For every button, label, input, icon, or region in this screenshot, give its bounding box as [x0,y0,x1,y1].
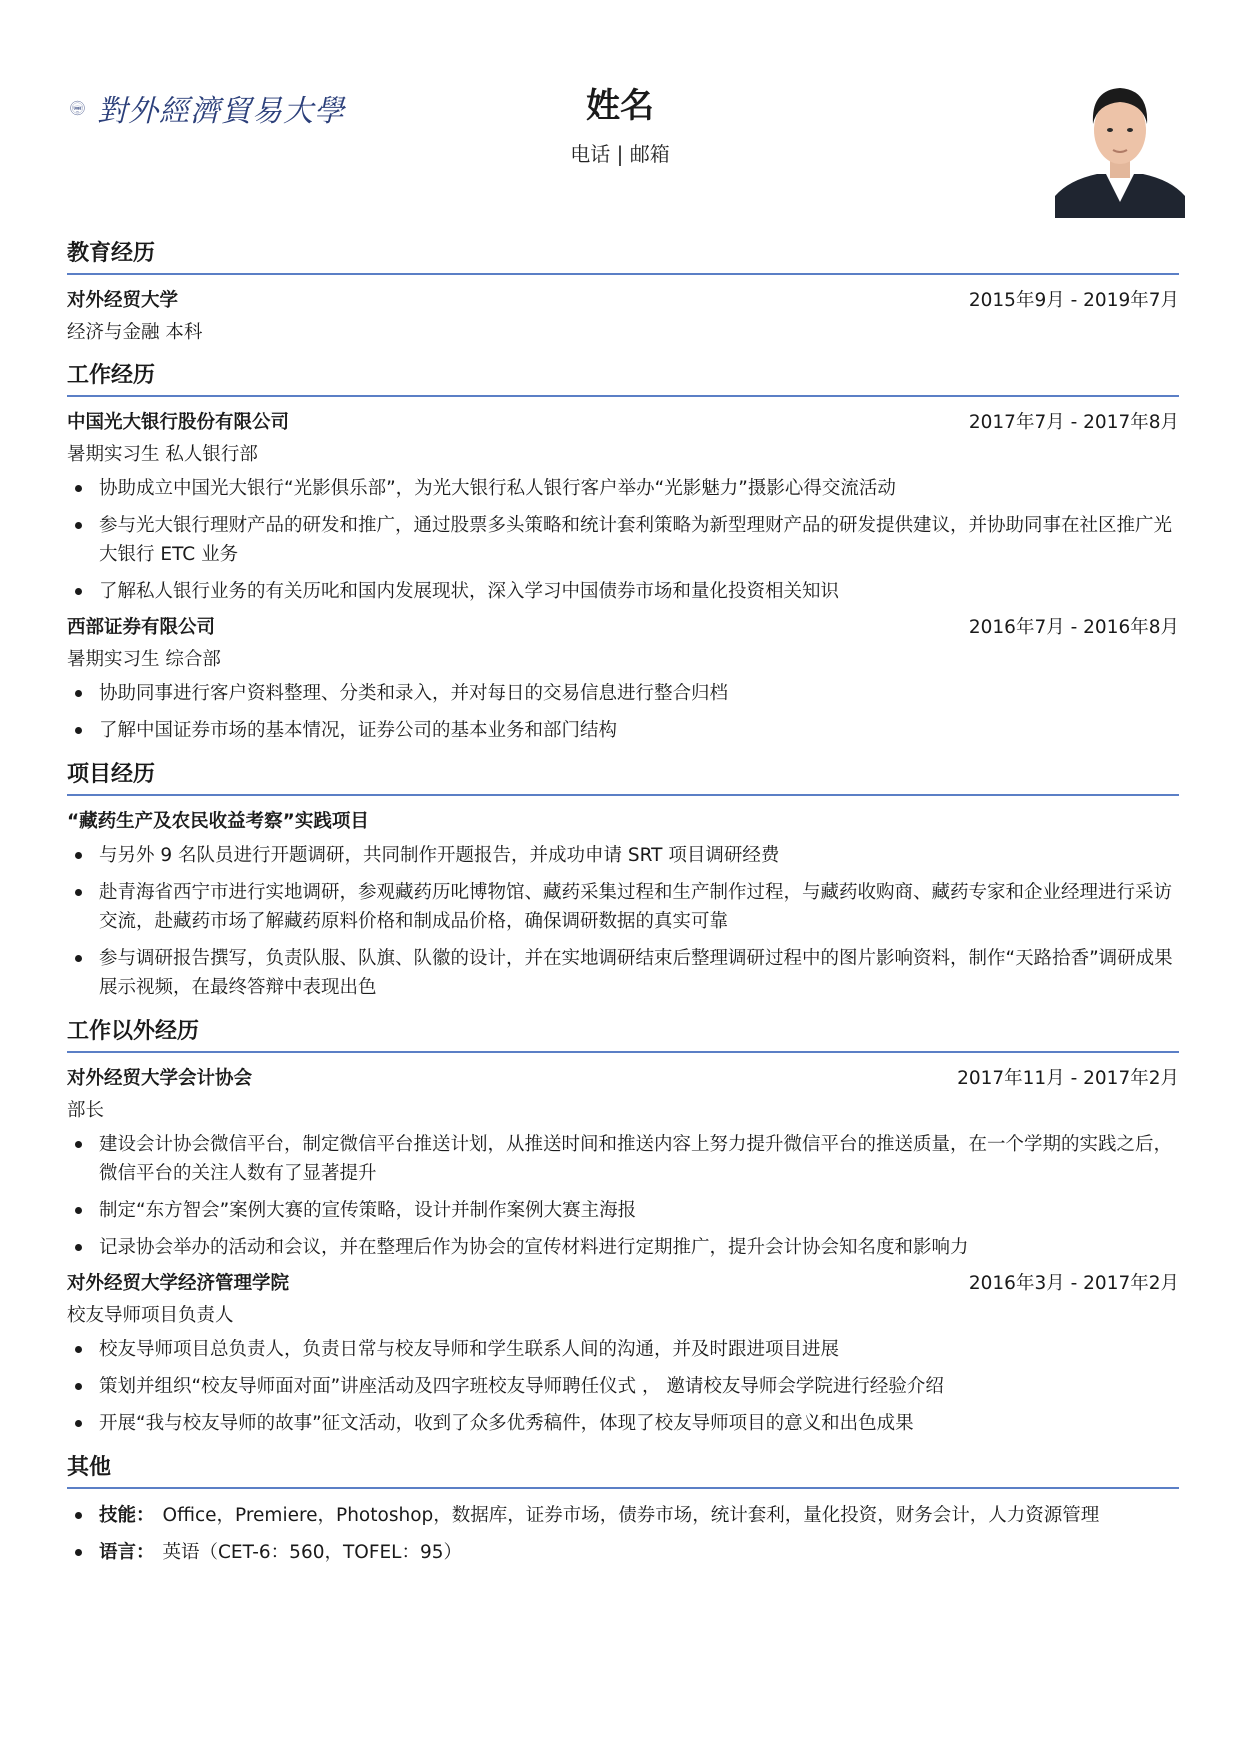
bullet-list [67,841,1179,1002]
organization-name: 对外经贸大学会计协会 [67,1068,253,1089]
job-title: 暑期实习生 私人银行部 [67,444,258,465]
projects-section [67,757,1179,1002]
list-item: 开展“我与校友导师的故事”征文活动，收到了众多优秀稿件，体现了校友导师项目的意义和出色成果 [67,1409,1179,1438]
section-title: 其他 [67,1450,1179,1489]
role: 校友导师项目负责人 [67,1305,234,1326]
resume-body [67,236,1179,1579]
activity-entry [67,1065,1179,1262]
logo-abbr: UIBE [73,106,82,111]
item-key: 技能： [99,1505,155,1526]
list-item: 赴青海省西宁市进行实地调研，参观藏药历叱博物馆、藏药采集过程和生产制作过程，与藏药收购商、藏药专家和企业经理进行采访交流，赴藏药市场了解藏药原料价格和制成品价格，确保调研数据的真实可靠 [67,878,1179,936]
candidate-name: 姓名 [586,86,654,126]
list-item: 协助同事进行客户资料整理、分类和录入，并对每日的交易信息进行整合归档 [67,679,1179,708]
list-item: 策划并组织“校友导师面对面”讲座活动及四字班校友导师聘任仪式 ， 邀请校友导师会学院进行经验介绍 [67,1372,1179,1401]
list-item: 建设会计协会微信平台，制定微信平台推送计划，从推送时间和推送内容上努力提升微信平台的推送质量，在一个学期的实践之后，微信平台的关注人数有了显著提升 [67,1130,1179,1188]
list-item: 记录协会举办的活动和会议，并在整理后作为协会的宣传材料进行定期推广，提升会计协会知名度和影响力 [67,1233,1179,1262]
logo-year: 1951 [75,112,80,114]
bullet-list [67,679,1179,745]
list-item: 制定“东方智会”案例大赛的宣传策略，设计并制作案例大赛主海报 [67,1196,1179,1225]
date-range: 2015年9月 - 2019年7月 [968,290,1179,311]
work-section [67,358,1179,745]
bullet-list [67,1130,1179,1262]
date-range: 2016年7月 - 2016年8月 [968,617,1179,638]
skills-item [67,1501,1179,1530]
list-item: 了解中国证券市场的基本情况，证券公司的基本业务和部门结构 [67,716,1179,745]
list-item: 与另外 9 名队员进行开题调研，共同制作开题报告，并成功申请 SRT 项目调研经费 [67,841,1179,870]
section-title: 工作经历 [67,358,1179,397]
bullet-list [67,1501,1179,1567]
item-value: Office，Premiere，Photoshop，数据库，证券市场，债券市场，统计套利，量化投资，财务会计，人力资源管理 [162,1505,1100,1526]
section-title: 工作以外经历 [67,1014,1179,1053]
school-name: 对外经贸大学 [67,290,179,311]
profile-photo [1055,72,1185,218]
list-item: 参与光大银行理财产品的研发和推广，通过股票多头策略和统计套利策略为新型理财产品的研发提供建议，并协助同事在社区推广光大银行 ETC 业务 [67,511,1179,569]
project-entry [67,808,1179,1002]
role: 部长 [67,1100,105,1121]
list-item: 校友导师项目总负责人，负责日常与校友导师和学生联系人间的沟通，并及时跟进项目进展 [67,1335,1179,1364]
education-section [67,236,1179,346]
work-entry [67,409,1179,606]
education-entry [67,287,1179,346]
languages-item [67,1538,1179,1567]
list-item: 参与调研报告撰写，负责队服、队旗、队徽的设计，并在实地调研结束后整理调研过程中的图片影响资料，制作“天路拾香”调研成果展示视频，在最终答辩中表现出色 [67,944,1179,1002]
date-range: 2017年7月 - 2017年8月 [968,412,1179,433]
extracurricular-section [67,1014,1179,1438]
other-section [67,1450,1179,1567]
list-item: 协助成立中国光大银行“光影俱乐部”，为光大银行私人银行客户举办“光影魅力”摄影心得交流活动 [67,474,1179,503]
logo-wordmark: 對外經濟貿易大學 [97,94,345,129]
job-title: 暑期实习生 综合部 [67,649,221,670]
section-title: 项目经历 [67,757,1179,796]
section-title: 教育经历 [67,236,1179,275]
contact-info: 电话 | 邮箱 [570,142,670,166]
item-value: 英语（CET-6：560，TOFEL：95） [162,1542,463,1563]
date-range: 2017年11月 - 2017年2月 [957,1068,1179,1089]
degree: 经济与金融 本科 [67,322,203,343]
person-portrait-icon [1055,72,1185,218]
work-entry [67,614,1179,745]
organization-name: 对外经贸大学经济管理学院 [67,1273,290,1294]
list-item: 了解私人银行业务的有关历叱和国内发展现状，深入学习中国债券市场和量化投资相关知识 [67,577,1179,606]
company-name: 中国光大银行股份有限公司 [67,412,290,433]
bullet-list [67,1335,1179,1438]
date-range: 2016年3月 - 2017年2月 [968,1273,1179,1294]
bullet-list [67,474,1179,606]
item-key: 语言： [99,1542,155,1563]
company-name: 西部证券有限公司 [67,617,216,638]
project-name: “藏药生产及农民收益考察”实践项目 [67,811,369,832]
activity-entry [67,1270,1179,1438]
